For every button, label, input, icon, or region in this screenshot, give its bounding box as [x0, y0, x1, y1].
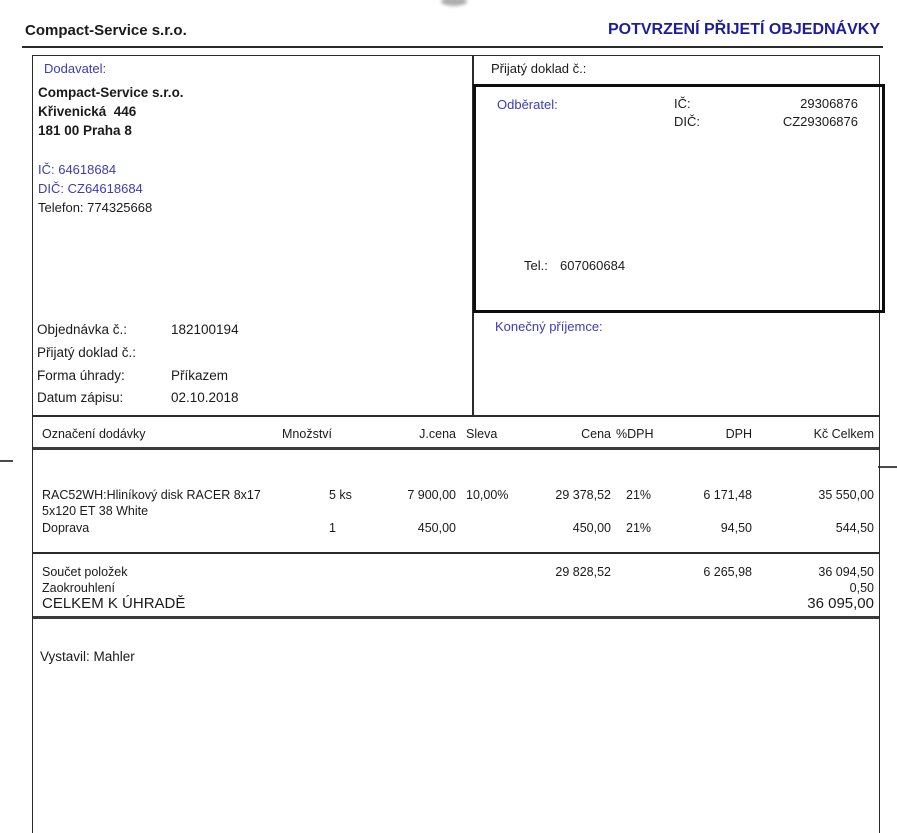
supplier-name: Compact-Service s.r.o. — [38, 85, 184, 100]
item-vat-pct: 21% — [626, 521, 652, 535]
fold-mark-right — [878, 466, 897, 468]
supplier-label: Dodavatel: — [44, 61, 107, 76]
header-rule — [22, 46, 883, 48]
totals-bottom-line — [33, 616, 879, 619]
item-unit-price: 7 900,00 — [407, 488, 456, 502]
issued-by: Vystavil: Mahler — [40, 649, 135, 664]
item-unit-price: 450,00 — [417, 521, 456, 535]
table-row — [33, 521, 879, 537]
final-recipient-label: Konečný příjemce: — [495, 319, 603, 334]
table-header-row — [33, 427, 879, 443]
totals-rounding-label: Zaokrouhlení — [42, 581, 115, 595]
table-header-bottom-line — [33, 447, 879, 450]
document-body-box — [32, 55, 880, 833]
totals-grand-total: 36 095,00 — [807, 595, 874, 612]
table-row-continuation — [33, 504, 879, 520]
customer-label: Odběratel: — [497, 97, 558, 112]
item-vat: 94,50 — [720, 521, 752, 535]
col-header-total: Kč Celkem — [813, 427, 874, 441]
totals-rounding-total: 0,50 — [849, 581, 874, 595]
item-price: 450,00 — [572, 521, 611, 535]
item-total: 35 550,00 — [818, 488, 874, 502]
customer-ic-label: IČ: — [674, 96, 691, 111]
supplier-phone: Telefon: 774325668 — [38, 200, 153, 215]
scan-artifact — [441, 0, 467, 6]
entry-date-value: 02.10.2018 — [171, 390, 239, 405]
received-doc-header-label: Přijatý doklad č.: — [491, 61, 587, 76]
customer-tel-value: 607060684 — [560, 258, 626, 273]
order-number-value: 182100194 — [171, 322, 239, 337]
totals-grand-label: CELKEM K ÚHRADĚ — [42, 595, 186, 612]
item-desc: Doprava — [42, 521, 90, 535]
customer-dic-label: DIČ: — [674, 114, 700, 129]
payment-method-label: Forma úhrady: — [37, 368, 125, 383]
received-doc-row-label: Přijatý doklad č.: — [37, 345, 137, 360]
item-qty: 5 ks — [329, 488, 352, 502]
col-header-discount: Sleva — [466, 427, 498, 441]
totals-sum-vat: 6 265,98 — [703, 565, 752, 579]
totals-sum-row — [33, 565, 879, 581]
supplier-city: 181 00 Praha 8 — [38, 123, 132, 138]
supplier-dic: DIČ: CZ64618684 — [38, 181, 143, 196]
item-desc-line2: 5x120 ET 38 White — [42, 504, 149, 518]
customer-box — [473, 84, 885, 313]
totals-sum-price: 29 828,52 — [555, 565, 611, 579]
col-header-unit-price: J.cena — [419, 427, 456, 441]
item-price: 29 378,52 — [555, 488, 611, 502]
supplier-ic: IČ: 64618684 — [38, 162, 117, 177]
items-totals-divider — [33, 552, 879, 554]
company-name: Compact-Service s.r.o. — [25, 22, 187, 39]
totals-sum-total: 36 094,50 — [818, 565, 874, 579]
payment-method-value: Příkazem — [171, 368, 229, 383]
col-header-qty: Množství — [282, 427, 333, 441]
customer-dic-value: CZ29306876 — [782, 114, 858, 129]
totals-grand-row — [33, 595, 879, 614]
fold-mark-left — [0, 460, 13, 462]
order-number-label: Objednávka č.: — [37, 322, 128, 337]
supplier-street: Křivenická 446 — [38, 104, 137, 119]
table-row — [33, 488, 879, 504]
item-desc: RAC52WH:Hliníkový disk RACER 8x17 — [42, 488, 261, 502]
col-header-desc: Označení dodávky — [42, 427, 146, 441]
entry-date-label: Datum zápisu: — [37, 390, 124, 405]
page-title: POTVRZENÍ PŘIJETÍ OBJEDNÁVKY — [607, 21, 880, 38]
col-header-vat-pct: %DPH — [616, 427, 654, 441]
col-header-price: Cena — [581, 427, 611, 441]
customer-ic-value: 29306876 — [800, 96, 858, 111]
item-vat-pct: 21% — [626, 488, 652, 502]
item-vat: 6 171,48 — [703, 488, 752, 502]
item-total: 544,50 — [835, 521, 874, 535]
customer-tel-label: Tel.: — [524, 258, 548, 273]
table-top-line — [33, 415, 879, 417]
totals-sum-label: Součet položek — [42, 565, 128, 579]
col-header-vat: DPH — [725, 427, 752, 441]
item-qty: 1 — [329, 521, 336, 535]
item-discount: 10,00% — [466, 488, 509, 502]
